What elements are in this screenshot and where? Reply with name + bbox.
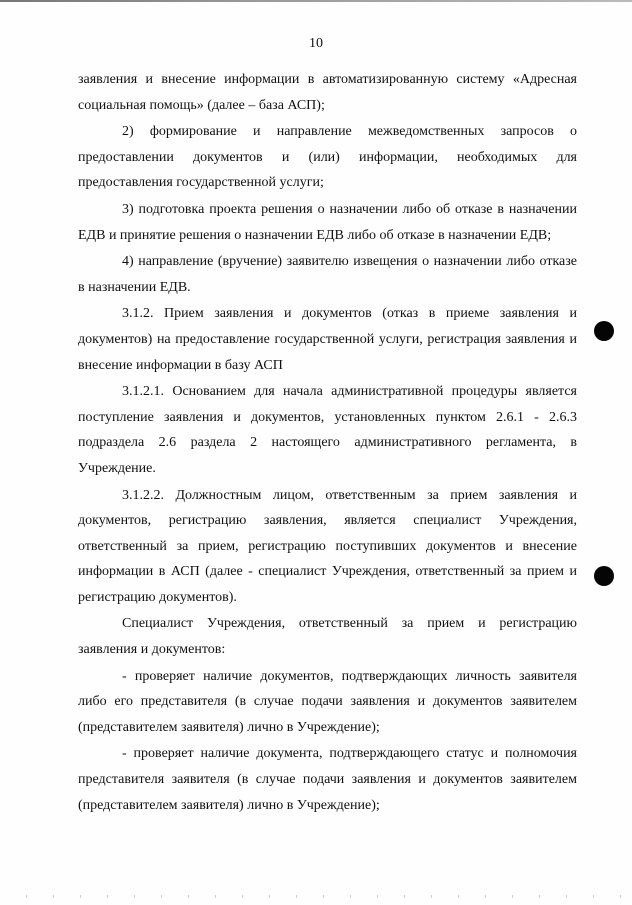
duty-check-identity: - проверяет наличие документов, подтверждающих личность заявителя либо его представителя (в случае подачи заявления и документов заявителем (представителем заявителя) лично в Учреждение);: [78, 668, 577, 735]
scan-top-edge: [0, 0, 632, 2]
scan-bottom-noise: [0, 895, 632, 898]
paragraph-item-4: 4) направление (вручение) заявителю извещения о назначении либо отказе в назначении ЕДВ.: [78, 254, 577, 295]
page-number: 10: [309, 36, 323, 51]
section-3-1-2-1: 3.1.2.1. Основанием для начала административной процедуры является поступление заявления и документов, установленных пунктом 2.6.1 - 2.6.3 подраздела 2.6 раздела 2 настоящего административного регламента, в Учреждение.: [78, 384, 577, 476]
specialist-duties-intro: Специалист Учреждения, ответственный за прием и регистрацию заявления и документов:: [78, 616, 577, 658]
paragraph-item-3: 3) подготовка проекта решения о назначении либо об отказе в назначении ЕДВ и принятие решения о назначении ЕДВ либо об отказе в назначении ЕДВ;: [78, 201, 577, 243]
paragraph-continuation: заявления и внесение информации в автоматизированную систему «Адресная социальная помощь» (далее – база АСП);: [78, 72, 577, 113]
duty-check-authority: - проверяет наличие документа, подтверждающего статус и полномочия представителя заявителя (в случае подачи заявления и документов заявителем (представителем заявителя) лично в Учреждение);: [78, 746, 577, 813]
section-3-1-2-heading: 3.1.2. Прием заявления и документов (отказ в приеме заявления и документов) на предоставление государственной услуги, регистрация заявления и внесение информации в базу АСП: [78, 306, 577, 373]
punch-hole-mark: [594, 566, 614, 586]
section-3-1-2-2: 3.1.2.2. Должностным лицом, ответственным за прием заявления и документов, регистрацию заявления, является специалист Учреждения, ответственный за прием, регистрацию поступивших документов и внесение информации в АСП (далее - специалист Учреждения, ответственный за прием и регистрацию документов).: [78, 487, 577, 605]
document-body: [78, 67, 577, 818]
paragraph-item-2: 2) формирование и направление межведомственных запросов о предоставлении документов и (или) информации, необходимых для предоставления государственной услуги;: [78, 124, 577, 191]
punch-hole-mark: [594, 321, 614, 341]
